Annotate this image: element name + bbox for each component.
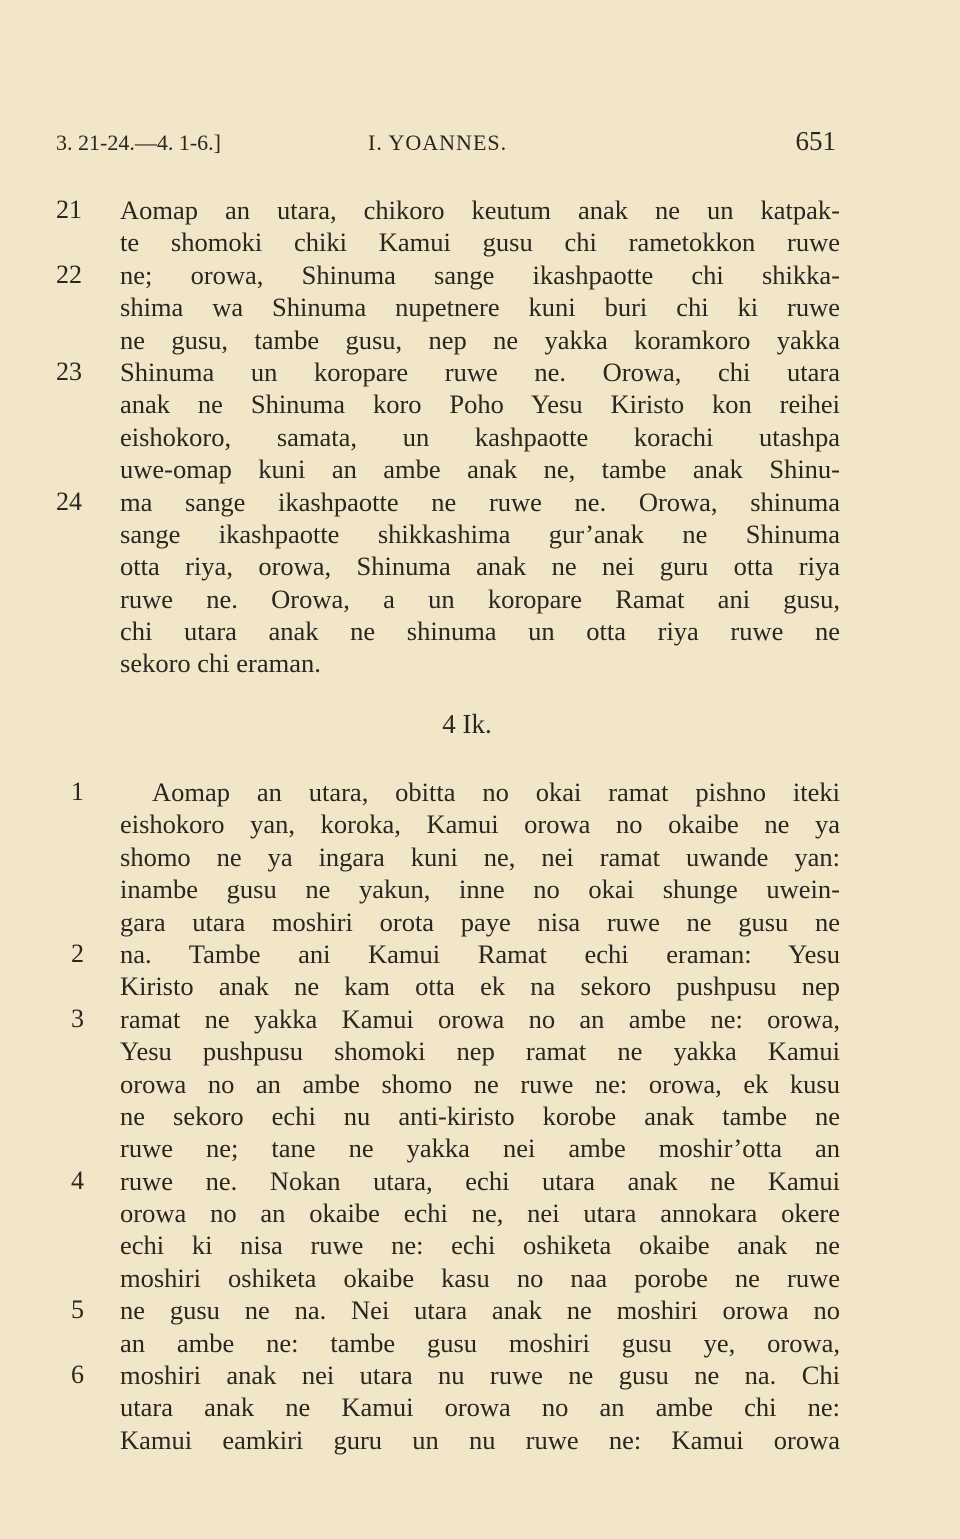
text-line [56,1327,840,1359]
line-text: orowa no an ambe shomo ne ruwe ne: orowa, ek kusu [120,1068,840,1099]
chapter-4-text [56,776,840,1456]
text-line [56,291,840,323]
text-line [56,841,840,873]
text-line [56,1391,840,1423]
chapter-heading [0,709,960,740]
text-line [56,1068,840,1100]
verse-range: 3. 21-24.—4. 1-6.] [56,130,221,155]
line-text: inambe gusu ne yakun, inne no okai shunge uwein- [120,874,840,905]
line-text: otta riya, orowa, Shinuma anak ne nei guru otta riya [120,551,840,582]
verse-number: 4 [71,1165,84,1195]
line-text: Shinuma un koropare ruwe ne. Orowa, chi utara [120,356,840,387]
text-line [56,1035,840,1067]
text-line [56,906,840,938]
line-text: na. Tambe ani Kamui Ramat echi eraman: Yesu [120,938,840,969]
line-text: chi utara anak ne shinuma un otta riya ruwe ne [120,616,840,647]
text-line [56,453,840,485]
text-line [56,324,840,356]
text-line [56,873,840,905]
line-text: ma sange ikashpaotte ne ruwe ne. Orowa, shinuma [120,486,840,517]
text-line [56,938,840,970]
line-text: moshiri oshiketa okaibe kasu no naa porobe ne ruwe [120,1262,840,1293]
text-line [56,1003,840,1035]
text-line [56,226,840,258]
chapter-heading-text: 4 Ik. [442,709,492,739]
text-line [56,518,840,550]
text-line [56,388,840,420]
line-text: ramat ne yakka Kamui orowa no an ambe ne: orowa, [120,1003,840,1034]
verse-number: 6 [71,1360,84,1390]
line-text: ruwe ne. Orowa, a un koropare Ramat ani gusu, [120,583,840,614]
page-number: 651 [795,126,836,156]
text-line [56,1359,840,1391]
line-text: utara anak ne Kamui orowa no an ambe chi ne: [120,1392,840,1423]
chapter-3-text [56,194,840,680]
text-line [56,486,840,518]
line-text: sange ikashpaotte shikkashima gur’anak ne Shinuma [120,518,840,549]
text-line [56,1165,840,1197]
line-text: orowa no an okaibe echi ne, nei utara annokara okere [120,1198,840,1229]
line-text: eishokoro, samata, un kashpaotte korachi utashpa [120,421,840,452]
line-text: Kamui eamkiri guru un nu ruwe ne: Kamui orowa [120,1424,840,1455]
line-text: shima wa Shinuma nupetnere kuni buri chi ki ruwe [120,292,840,323]
line-text: ruwe ne. Nokan utara, echi utara anak ne Kamui [120,1165,840,1196]
verse-number: 22 [56,259,82,289]
line-text: Aomap an utara, chikoro keutum anak ne un katpak- [120,195,840,225]
line-text: ne; orowa, Shinuma sange ikashpaotte chi shikka- [120,259,840,290]
line-text: gara utara moshiri orota paye nisa ruwe ne gusu ne [120,906,840,937]
verse-number: 2 [71,938,84,968]
verse-number: 1 [71,777,84,806]
text-line [56,615,840,647]
line-text: echi ki nisa ruwe ne: echi oshiketa okaibe anak ne [120,1230,840,1261]
text-line [56,1100,840,1132]
verse-number: 23 [56,356,82,386]
line-text: Aomap an utara, obitta no okai ramat pishno iteki [152,777,840,807]
line-text: moshiri anak nei utara nu ruwe ne gusu ne na. Chi [120,1360,840,1391]
text-line [56,583,840,615]
text-line [56,421,840,453]
text-line [56,194,840,226]
text-line [56,808,840,840]
text-line [56,550,840,582]
line-text: te shomoki chiki Kamui gusu chi rametokkon ruwe [120,227,840,258]
text-line [56,1229,840,1261]
line-text: Yesu pushpusu shomoki nep ramat ne yakka Kamui [120,1036,840,1067]
book-title: I. YOANNES. [368,130,508,155]
line-text: shomo ne ya ingara kuni ne, nei ramat uwande yan: [120,841,840,872]
line-text: uwe-omap kuni an ambe anak ne, tambe anak Shinu- [120,454,840,485]
verse-number: 24 [56,486,82,516]
text-line [56,970,840,1002]
line-text: an ambe ne: tambe gusu moshiri gusu ye, orowa, [120,1327,840,1358]
verse-number: 5 [71,1295,84,1325]
line-text: Kiristo anak ne kam otta ek na sekoro pushpusu nep [120,971,840,1002]
line-text: ruwe ne; tane ne yakka nei ambe moshir’otta an [120,1133,840,1164]
verse-number: 21 [56,195,82,224]
running-header [56,126,836,162]
text-line [56,259,840,291]
line-text: ne sekoro echi nu anti-kiristo korobe anak tambe ne [120,1100,840,1131]
line-text: ne gusu, tambe gusu, nep ne yakka koramkoro yakka [120,324,840,355]
text-line [56,1294,840,1326]
text-line [56,1262,840,1294]
text-line [56,1197,840,1229]
text-line [56,776,840,808]
text-line [56,356,840,388]
line-text: anak ne Shinuma koro Poho Yesu Kiristo kon reihei [120,389,840,420]
line-text: ne gusu ne na. Nei utara anak ne moshiri orowa no [120,1295,840,1326]
line-text: sekoro chi eraman. [120,648,321,679]
text-line [56,1424,840,1456]
verse-number: 3 [71,1003,84,1033]
text-line [56,647,840,679]
line-text: eishokoro yan, koroka, Kamui orowa no okaibe ne ya [120,809,840,840]
text-line [56,1132,840,1164]
